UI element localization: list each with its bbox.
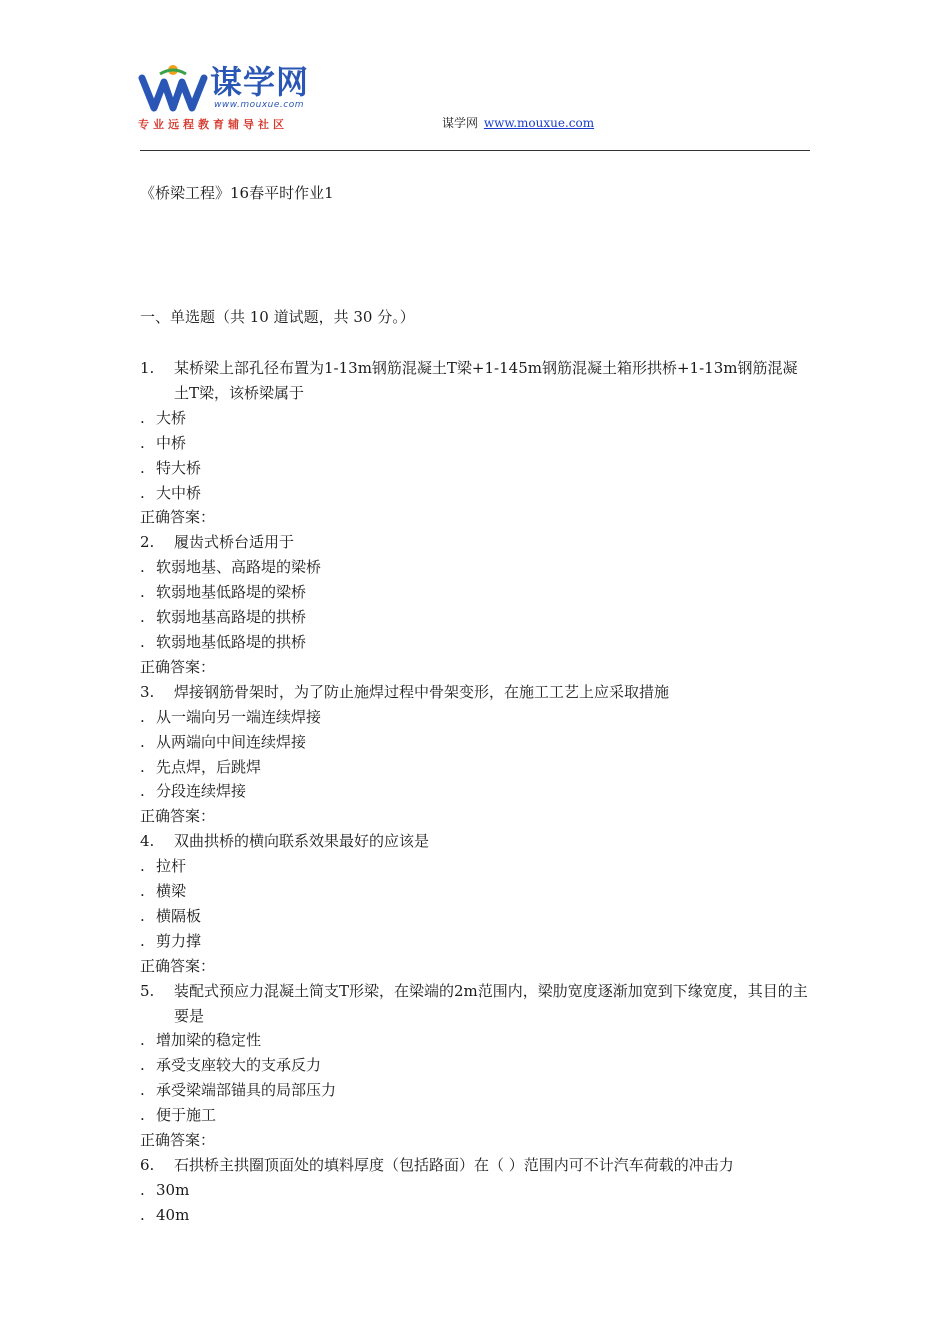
question-text: 焊接钢筋骨架时，为了防止施焊过程中骨架变形，在施工工艺上应采取措施: [174, 682, 670, 701]
logo-slogan: 专业远程教育辅导社区: [138, 118, 288, 131]
correct-answer-label: 正确答案：: [140, 1131, 216, 1150]
correct-answer-label: 正确答案：: [140, 657, 216, 676]
answer-option: [140, 1028, 812, 1053]
answer-option: [140, 1203, 812, 1228]
question-number: 4.: [140, 832, 155, 851]
option-marker: .: [140, 1205, 145, 1224]
header-divider: [140, 150, 810, 151]
answer-option: [140, 481, 812, 506]
question-text: 装配式预应力混凝土简支T形梁，在梁端的2m范围内，梁肋宽度逐渐加宽到下缘宽度，其目的主要是: [174, 981, 808, 1025]
option-marker: .: [140, 458, 145, 477]
option-text: 横梁: [156, 882, 187, 901]
option-marker: .: [140, 782, 145, 801]
option-marker: .: [140, 707, 145, 726]
option-text: 横隔板: [156, 906, 202, 925]
option-text: 大桥: [156, 408, 187, 427]
option-marker: .: [140, 608, 145, 627]
answer-option: [140, 879, 812, 904]
option-marker: .: [140, 632, 145, 651]
option-text: 增加梁的稳定性: [156, 1031, 262, 1050]
answer-option: [140, 555, 812, 580]
answer-option: [140, 630, 812, 655]
question-text: 某桥梁上部孔径布置为1-13m钢筋混凝土T梁+1-145m钢筋混凝土箱形拱桥+1-13m钢筋混凝土T梁，该桥梁属于: [174, 359, 798, 402]
option-text: 30m: [156, 1180, 190, 1199]
option-text: 分段连续焊接: [156, 782, 247, 801]
site-logo: [138, 58, 338, 138]
question-list: [140, 356, 812, 1228]
page-header: [0, 0, 950, 160]
question-stem: [140, 680, 812, 705]
option-marker: .: [140, 408, 145, 427]
answer-option: [140, 1078, 812, 1103]
answer-option: [140, 1103, 812, 1128]
answer-option: [140, 755, 812, 780]
option-text: 从两端向中间连续焊接: [156, 732, 307, 751]
option-marker: .: [140, 882, 145, 901]
question-number: 6.: [140, 1156, 155, 1174]
question-number: 5.: [140, 981, 155, 1000]
question-item: [140, 356, 812, 530]
option-marker: .: [140, 483, 145, 502]
correct-answer-label: 正确答案：: [140, 508, 216, 527]
answer-option: [140, 456, 812, 481]
question-number: 2.: [140, 533, 155, 552]
answer-option: [140, 854, 812, 879]
question-item: [140, 979, 812, 1153]
option-text: 从一端向另一端连续焊接: [156, 707, 322, 726]
option-text: 大中桥: [156, 483, 202, 502]
option-text: 软弱地基低路堤的拱桥: [156, 632, 307, 651]
answer-option: [140, 1178, 812, 1203]
question-stem: [140, 829, 812, 854]
option-marker: .: [140, 1180, 145, 1199]
answer-option: [140, 605, 812, 630]
question-text: 履齿式桥台适用于: [174, 533, 295, 552]
answer-option: [140, 779, 812, 804]
question-text: 石拱桥主拱圈顶面处的填料厚度（包括路面）在（ ）范围内可不计汽车荷载的冲击力: [174, 1156, 734, 1174]
option-marker: .: [140, 757, 145, 776]
option-marker: .: [140, 1081, 145, 1100]
option-marker: .: [140, 558, 145, 577]
option-text: 剪力撑: [156, 931, 202, 950]
question-item: [140, 530, 812, 679]
option-marker: .: [140, 857, 145, 876]
logo-book-icon: [138, 64, 208, 114]
answer-option: [140, 904, 812, 929]
answer-option: [140, 1053, 812, 1078]
option-text: 承受梁端部锚具的局部压力: [156, 1081, 337, 1100]
option-text: 特大桥: [156, 458, 202, 477]
option-text: 软弱地基高路堤的拱桥: [156, 608, 307, 627]
question-stem: [140, 530, 812, 555]
option-marker: .: [140, 433, 145, 452]
option-text: 先点焊，后跳焊: [156, 757, 262, 776]
option-marker: .: [140, 1106, 145, 1125]
document-title: 《桥梁工程》16春平时作业1: [140, 184, 334, 202]
correct-answer-label: 正确答案：: [140, 807, 216, 826]
option-text: 承受支座较大的支承反力: [156, 1056, 322, 1075]
option-marker: .: [140, 583, 145, 602]
option-text: 拉杆: [156, 857, 187, 876]
question-item: [140, 829, 812, 978]
question-number: 1.: [140, 359, 155, 377]
answer-option: [140, 406, 812, 431]
option-marker: .: [140, 931, 145, 950]
question-stem: [140, 979, 812, 1029]
option-text: 软弱地基、高路堤的梁桥: [156, 558, 322, 577]
option-marker: .: [140, 906, 145, 925]
site-reference: [442, 115, 594, 131]
question-item: [140, 680, 812, 829]
correct-answer-label: 正确答案：: [140, 956, 216, 975]
logo-name: 谋学网: [210, 63, 310, 101]
answer-option: [140, 705, 812, 730]
question-stem: [140, 356, 812, 406]
question-stem: [140, 1153, 812, 1178]
question-item: [140, 1153, 812, 1228]
site-link[interactable]: www.mouxue.com: [483, 116, 595, 130]
option-marker: .: [140, 1056, 145, 1075]
option-text: 便于施工: [156, 1106, 217, 1125]
question-text: 双曲拱桥的横向联系效果最好的应该是: [174, 832, 430, 851]
logo-url: www.mouxue.com: [214, 100, 304, 110]
answer-option: [140, 431, 812, 456]
site-label: 谋学网: [442, 116, 479, 130]
answer-option: [140, 929, 812, 954]
option-marker: .: [140, 732, 145, 751]
option-text: 40m: [156, 1205, 190, 1224]
section-heading: 一、单选题（共 10 道试题，共 30 分。）: [140, 308, 415, 326]
question-number: 3.: [140, 682, 155, 701]
option-marker: .: [140, 1031, 145, 1050]
answer-option: [140, 730, 812, 755]
option-text: 软弱地基低路堤的梁桥: [156, 583, 307, 602]
answer-option: [140, 580, 812, 605]
option-text: 中桥: [156, 433, 187, 452]
